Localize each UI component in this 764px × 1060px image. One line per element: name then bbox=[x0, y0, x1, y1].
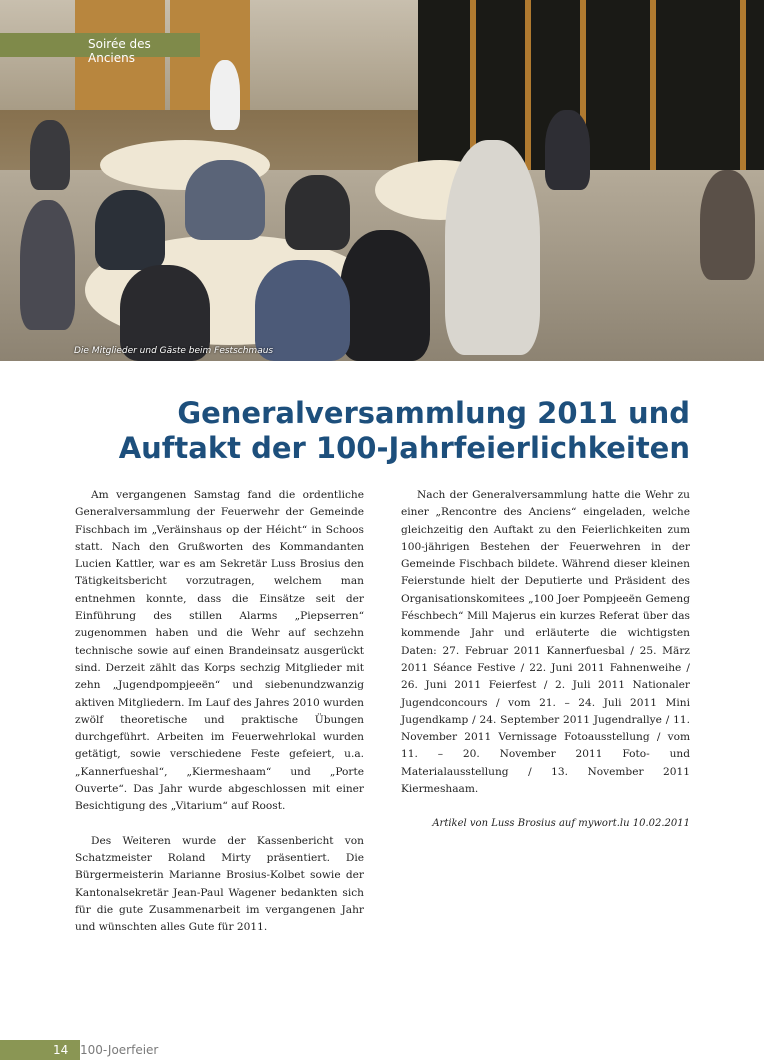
photo-caption: Die Mitglieder und Gäste beim Festschmaus bbox=[74, 346, 274, 356]
paragraph: Des Weiteren wurde der Kassenbericht von Schatzmeister Roland Mirty präsentiert. Die Bürgermeisterin Marianne Brosius-Kolbet sowie der Kantonalsekretär Jean-Paul Wagener bedankten sich für die gute Zusammenarbeit im vergangenen Jahr und wünschten alles Gute für 2011. bbox=[75, 834, 364, 934]
article-title bbox=[119, 396, 690, 466]
photo-mullion bbox=[650, 0, 656, 190]
photo-person bbox=[285, 175, 350, 250]
article-column-right bbox=[401, 487, 690, 850]
header-photo bbox=[0, 0, 764, 361]
article-signature: Artikel von Luss Brosius auf mywort.lu 10.02.2011 bbox=[432, 818, 690, 830]
section-tab bbox=[0, 33, 200, 65]
photo-person bbox=[340, 230, 430, 361]
photo-person bbox=[700, 170, 755, 280]
section-title: Soirée des Anciens bbox=[88, 37, 151, 65]
page-number: 14 bbox=[53, 1043, 69, 1057]
article-title-line-2: Auftakt der 100-Jahrfeierlichkeiten bbox=[118, 431, 690, 465]
photo-person bbox=[545, 110, 590, 190]
photo-mullion bbox=[740, 0, 746, 190]
article-title-line-1: Generalversammlung 2011 und bbox=[177, 396, 690, 430]
footer-label: 100-Joerfeier bbox=[80, 1043, 159, 1057]
photo-person bbox=[30, 120, 70, 190]
photo-person bbox=[210, 60, 240, 130]
paragraph: Nach der Generalversammlung hatte die Wehr zu einer „Rencontre des Anciens“ eingeladen, welche gleichzeitig den Auftakt zu den Feierlichkeiten zum 100-jährigen Bestehen der Feuerwehren in der Gemeinde Fischbach bildete. Während dieser kleinen Feierstunde hielt der Deputierte und Präsident des Organisationskomitees „100 Joer Pompjeeën Gemeng Féschbech“ Mill Majerus ein kurzes Referat über das kommende Jahr und erläuterte die wichtigsten Daten: 27. Februar 2011 Kannerfuesbal / 25. März 2011 Séance Festive / 22. Juni 2011 Fahnenweihe / 26. Juni 2011 Feierfest / 2. Juli 2011 Nationaler Jugendconcours / vom 21. – 24. Juli 2011 Mini Jugendkamp / 24. September 2011 Jugendrallye / 11. November 2011 Vernissage Fotoausstellung / vom 11. – 20. November 2011 Foto- und Materialausstellung / 13. November 2011 Kiermeshaam. bbox=[401, 489, 690, 796]
paragraph: Am vergangenen Samstag fand die ordentliche Generalversammlung der Feuerwehr der Gemeinde Fischbach im „Veräinshaus op der Héicht“ in Schoos statt. Nach den Grußworten des Kommandanten Lucien Kattler, war es am Sekretär Luss Brosius den Tätigkeitsbericht vorzutragen, welchem man entnehmen konnte, dass die Einsätze seit der Einführung des stillen Alarms „Piepserren“ zugenommen haben und die Wehr auf sechzehn technische sowie auf einen Brandeinsatz ausgerückt sind. Derzeit zählt das Korps sechzig Mitglieder mit zehn „Jugendpompjeeën“ und siebenundzwanzig aktiven Mitgliedern. Im Lauf des Jahres 2010 wurden zwölf theoretische und praktische Übungen durchgeführt. Arbeiten im Feuerwehrlokal wurden getätigt, sowie verschiedene Feste gefeiert, u.a. „Kannerfueshal“, „Kiermeshaam“ und „Porte Ouverte“. Das Jahr wurde abgeschlossen mit einer Besichtigung des „Vitarium“ auf Roost. bbox=[75, 489, 364, 813]
photo-person bbox=[185, 160, 265, 240]
photo-person bbox=[95, 190, 165, 270]
article-column-left bbox=[75, 487, 364, 953]
photo-mullion bbox=[525, 0, 531, 190]
photo-person bbox=[20, 200, 75, 330]
photo-person bbox=[445, 140, 540, 355]
